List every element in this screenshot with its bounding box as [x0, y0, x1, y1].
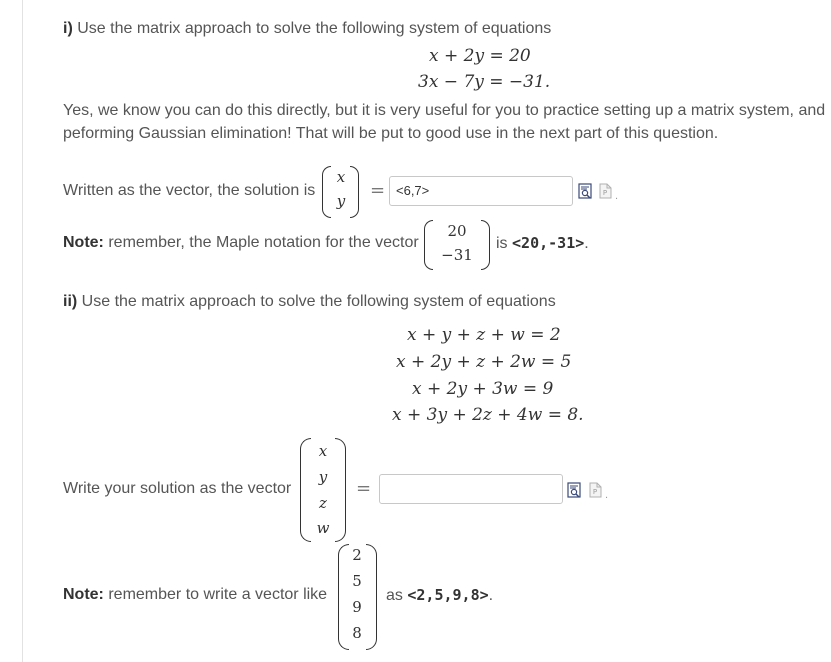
preview-icon[interactable] — [567, 482, 582, 498]
part-ii-answer-input[interactable] — [379, 474, 563, 504]
maple-notation-example: <20,-31> — [512, 234, 585, 252]
part-ii-equation-3: x + 2y + 3w = 9 — [412, 379, 554, 399]
example-vector-entry: 20 — [447, 222, 467, 240]
part-i-prompt-text: Use the matrix approach to solve the following system of equations — [77, 20, 552, 37]
right-paren — [350, 166, 359, 218]
left-paren — [424, 220, 433, 270]
note-as-text: as <2,5,9,8>. — [386, 586, 494, 604]
vector-var-w: w — [316, 519, 330, 537]
preview-icon[interactable] — [578, 183, 593, 199]
part-ii-prompt — [63, 293, 556, 311]
part-i-label: i) — [63, 20, 73, 37]
vector-var-y: y — [318, 468, 328, 486]
vector-var-y: y — [336, 192, 346, 210]
svg-text:P: P — [602, 189, 608, 197]
example-vector-entry: 9 — [352, 598, 362, 616]
right-paren — [335, 438, 346, 542]
equals-sign: = — [356, 478, 372, 499]
svg-text:P: P — [592, 488, 598, 496]
part-ii-equation-4: x + 3y + 2z + 4w = 8. — [392, 405, 584, 425]
right-paren — [366, 544, 377, 650]
help-icon[interactable] — [598, 183, 613, 199]
part-i-equation-2: 3x − 7y = −31. — [418, 72, 551, 92]
example-vector-entry: 8 — [352, 624, 362, 642]
vector-var-z: z — [319, 494, 327, 512]
note-text: remember to write a vector like — [108, 586, 328, 603]
part-ii-equation-1: x + y + z + w = 2 — [407, 325, 561, 345]
part-i-note — [63, 234, 419, 252]
part-i-explanation: Yes, we know you can do this directly, but it is very useful for you to practice setting up a matrix system, and peforming Gaussian elimination! That will be put to good use in the next part of this question. — [63, 102, 826, 142]
part-i-prompt — [63, 20, 551, 38]
left-paren — [322, 166, 331, 218]
part-i-equation-1: x + 2y = 20 — [429, 46, 531, 66]
note-is-text: is <20,-31>. — [496, 234, 589, 252]
part-ii-answer-label: Write your solution as the vector — [63, 480, 292, 497]
right-paren — [481, 220, 490, 270]
note-label: Note: — [63, 586, 104, 603]
note-text: remember, the Maple notation for the vector — [108, 234, 419, 251]
part-i-answer-label: Written as the vector, the solution is — [63, 182, 316, 199]
example-vector-entry: −31 — [441, 246, 473, 264]
vector-var-x: x — [336, 168, 346, 186]
equals-sign: = — [370, 180, 386, 201]
example-vector-entry: 2 — [352, 546, 362, 564]
maple-notation-example: <2,5,9,8> — [407, 586, 489, 604]
example-vector-entry: 5 — [352, 572, 362, 590]
note-label: Note: — [63, 234, 104, 251]
left-border-line — [22, 0, 23, 662]
help-icon[interactable] — [588, 482, 603, 498]
part-i-answer-input[interactable]: <6,7> — [389, 176, 573, 206]
part-ii-note — [63, 586, 327, 604]
part-ii-equation-2: x + 2y + z + 2w = 5 — [396, 352, 572, 372]
part-ii-prompt-text: Use the matrix approach to solve the following system of equations — [81, 293, 556, 310]
left-paren — [300, 438, 311, 542]
vector-var-x: x — [318, 442, 328, 460]
part-ii-label: ii) — [63, 293, 78, 310]
